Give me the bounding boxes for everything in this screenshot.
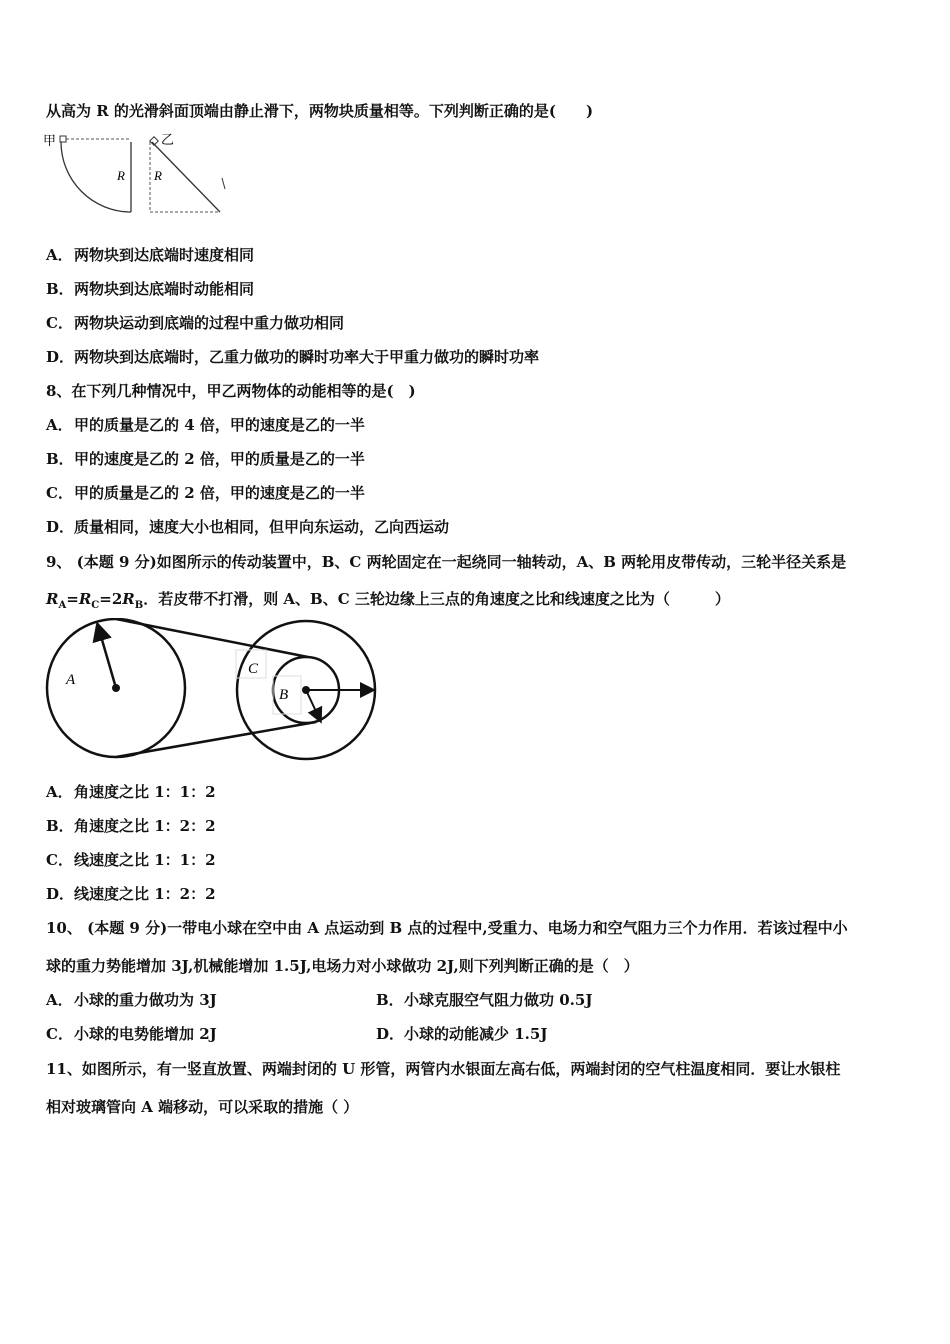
q7-option-c: C．两物块运动到底端的过程中重力做功相同 — [46, 314, 345, 332]
q9-figure — [40, 618, 385, 766]
q9-wheel-b-radius — [306, 690, 320, 720]
q7-block-jia — [60, 136, 66, 142]
q9-label-b: B — [279, 687, 289, 703]
q9-stem-line2: $R_A=R_C=2R_B$．若皮带不打滑，则 A、B、C 三轮边缘上三点的角速度之比和线速度之比为（ ） — [46, 590, 730, 611]
q9-option-a: A．角速度之比 1：1：2 — [46, 783, 216, 801]
q9-option-c: C．线速度之比 1：1：2 — [46, 851, 216, 869]
q8-stem: 8、在下列几种情况中，甲乙两物体的动能相等的是( ) — [46, 382, 416, 400]
q9-option-d: D．线速度之比 1：2：2 — [46, 885, 216, 903]
q8-option-a: A．甲的质量是乙的 4 倍，甲的速度是乙的一半 — [46, 416, 365, 434]
q10-stem-line1: 10、 (本题 9 分)一带电小球在空中由 A 点运动到 B 点的过程中,受重力、电场力和空气阻力三个力作用．若该过程中小 — [46, 919, 848, 937]
q7-label-yi: 乙 — [161, 132, 175, 147]
q9-option-b: B．角速度之比 1：2：2 — [46, 817, 216, 835]
q10-option-d: D．小球的动能减少 1.5J — [376, 1025, 548, 1043]
q10-option-b: B．小球克服空气阻力做功 0.5J — [376, 991, 593, 1009]
q9-label-c: C — [248, 661, 259, 677]
q8-option-b: B．甲的速度是乙的 2 倍，甲的质量是乙的一半 — [46, 450, 365, 468]
q10-stem-line2: 球的重力势能增加 3J,机械能增加 1.5J,电场力对小球做功 2J,则下列判断正确的是（ ） — [46, 957, 639, 975]
q7-stem: 从高为 R 的光滑斜面顶端由静止滑下，两物块质量相等。下列判断正确的是( ) — [46, 102, 594, 120]
q9-belt-bottom — [116, 722, 316, 757]
q7-slope — [152, 142, 220, 212]
q9-radius-relation: $R_A=R_C=2R_B$ — [46, 590, 144, 611]
q7-radius-label-left: R — [117, 168, 125, 183]
q11-stem-line2: 相对玻璃管向 A 端移动，可以采取的措施（ ） — [46, 1098, 359, 1116]
q7-option-b: B．两物块到达底端时动能相同 — [46, 280, 255, 298]
q7-figure — [40, 128, 240, 220]
q7-option-a: A．两物块到达底端时速度相同 — [46, 246, 255, 264]
q7-stray-mark — [222, 178, 225, 189]
q7-label-jia: 甲 — [43, 133, 57, 148]
q7-option-d: D．两物块到达底端时，乙重力做功的瞬时功率大于甲重力做功的瞬时功率 — [46, 348, 540, 366]
q8-option-d: D．质量相同，速度大小也相同，但甲向东运动，乙向西运动 — [46, 518, 450, 536]
q9-label-a: A — [66, 672, 76, 688]
q11-stem-line1: 11、如图所示，有一竖直放置、两端封闭的 U 形管，两管内水银面左高右低，两端封闭的空气柱温度相同．要让水银柱 — [46, 1060, 841, 1078]
q10-option-c: C．小球的电势能增加 2J — [46, 1025, 217, 1043]
q7-radius-label-right: R — [154, 168, 162, 183]
q9-belt-top — [116, 619, 308, 657]
q10-option-a: A．小球的重力做功为 3J — [46, 991, 217, 1009]
q9-stem-line1: 9、 (本题 9 分)如图所示的传动装置中，B、C 两轮固定在一起绕同一轴转动，A、B 两轮用皮带传动，三轮半径关系是 — [46, 553, 847, 571]
q9-wheel-a-radius — [98, 626, 116, 688]
q8-option-c: C．甲的质量是乙的 2 倍，甲的速度是乙的一半 — [46, 484, 365, 502]
